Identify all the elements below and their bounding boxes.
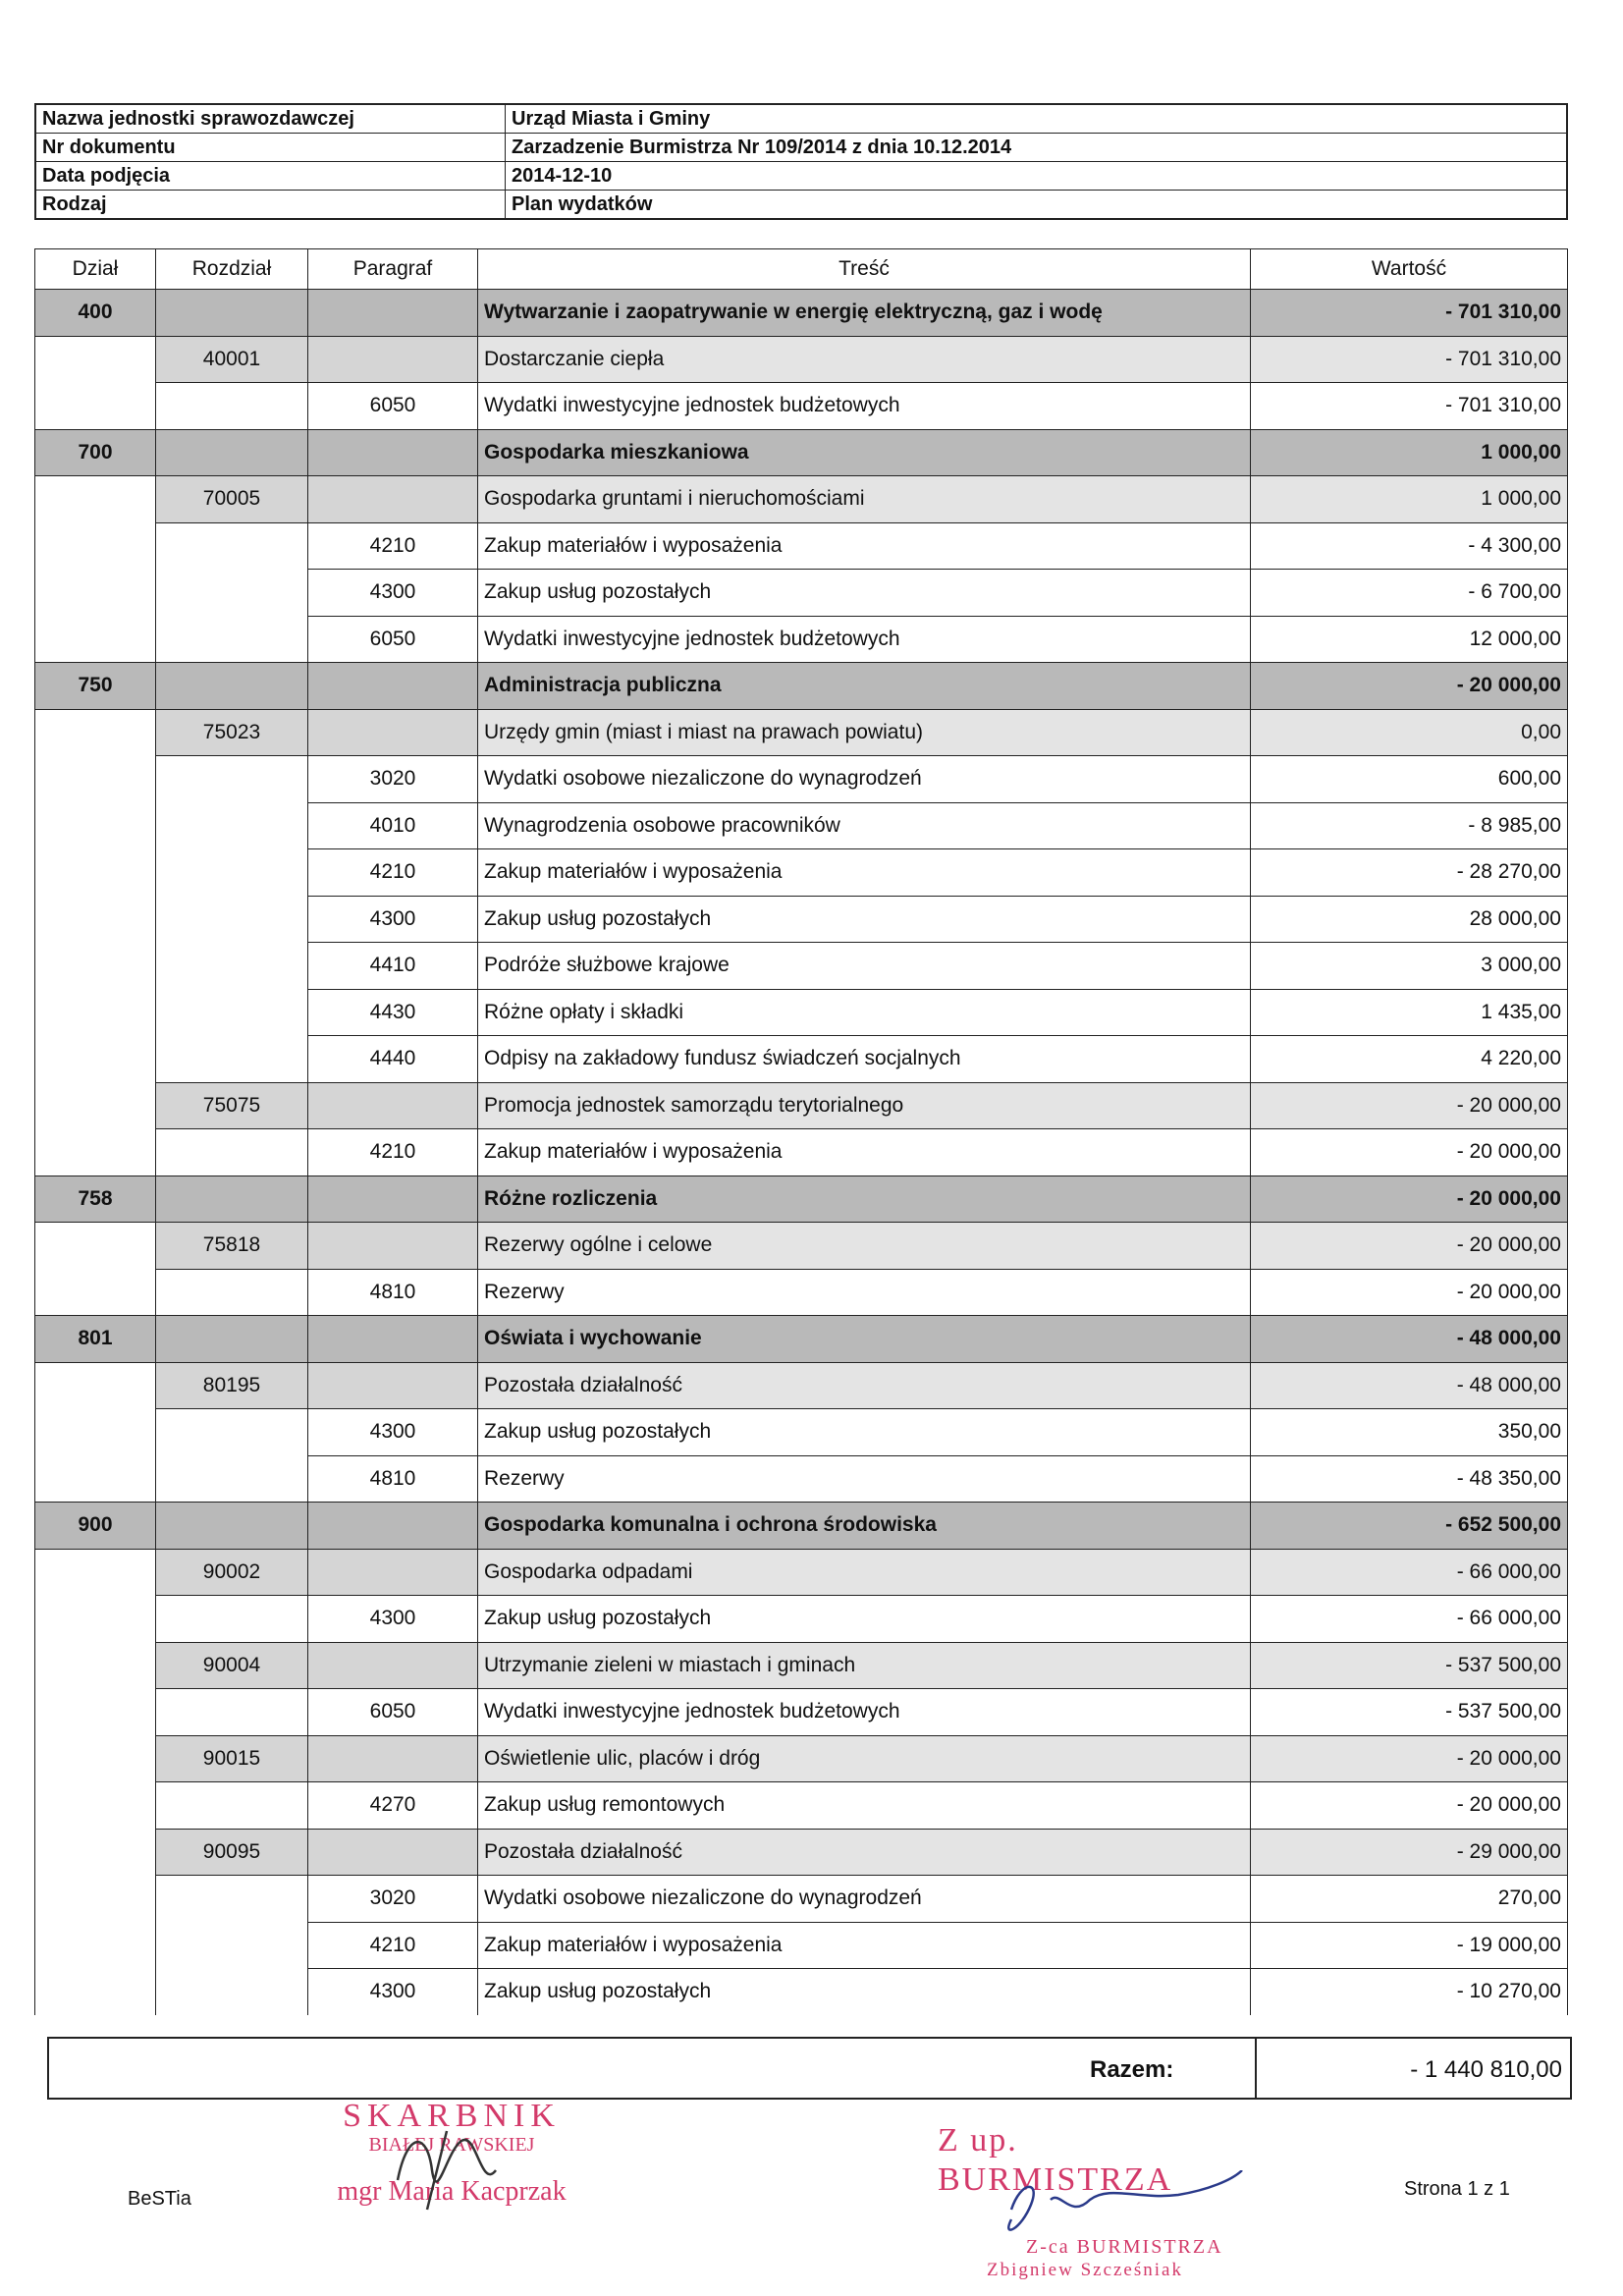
item-description: Zakup usług pozostałych (478, 1969, 1251, 2015)
footer-page-number: Strona 1 z 1 (1404, 2178, 1510, 2200)
rozdzial-row (35, 1735, 1568, 1782)
empty-cell (308, 1642, 478, 1689)
item-description: Zakup usług pozostałych (478, 570, 1251, 617)
expenditure-table (34, 248, 1568, 2015)
paragraf-code: 6050 (308, 383, 478, 430)
empty-cell (156, 522, 308, 570)
header-row (35, 162, 1567, 191)
paragraf-row (35, 1455, 1568, 1503)
footer-software: BeSTia (128, 2188, 191, 2210)
item-description: Zakup materiałów i wyposażenia (478, 522, 1251, 570)
rozdzial-code: 90095 (156, 1829, 308, 1876)
paragraf-row (35, 570, 1568, 617)
paragraf-code: 4210 (308, 849, 478, 897)
item-description: Pozostała działalność (478, 1829, 1251, 1876)
item-description: Zakup materiałów i wyposażenia (478, 1129, 1251, 1176)
dzial-row (35, 429, 1568, 476)
paragraf-code: 4810 (308, 1269, 478, 1316)
empty-cell (156, 1409, 308, 1456)
item-value: - 48 000,00 (1251, 1316, 1568, 1363)
empty-cell (35, 1549, 156, 1596)
item-value: - 28 270,00 (1251, 849, 1568, 897)
item-value: 3 000,00 (1251, 943, 1568, 990)
rozdzial-code: 90015 (156, 1735, 308, 1782)
item-description: Gospodarka komunalna i ochrona środowiska (478, 1503, 1251, 1550)
item-value: - 29 000,00 (1251, 1829, 1568, 1876)
empty-cell (35, 1782, 156, 1830)
paragraf-code: 3020 (308, 1876, 478, 1923)
col-header-rozdzial: Rozdział (156, 249, 308, 290)
item-value: - 20 000,00 (1251, 1782, 1568, 1830)
total-value: - 1 440 810,00 (1410, 2056, 1562, 2083)
paragraf-row (35, 1969, 1568, 2015)
col-header-wartosc: Wartość (1251, 249, 1568, 290)
item-value: 12 000,00 (1251, 616, 1568, 663)
empty-cell (35, 336, 156, 383)
paragraf-code: 6050 (308, 616, 478, 663)
total-label: Razem: (1090, 2056, 1174, 2083)
item-description: Wytwarzanie i zaopatrywanie w energię elektryczną, gaz i wodę (478, 290, 1251, 337)
paragraf-row (35, 522, 1568, 570)
item-description: Zakup usług pozostałych (478, 1409, 1251, 1456)
col-header-tresc: Treść (478, 249, 1251, 290)
empty-cell (35, 522, 156, 570)
item-value: - 701 310,00 (1251, 290, 1568, 337)
empty-cell (35, 1455, 156, 1503)
item-description: Rezerwy ogólne i celowe (478, 1223, 1251, 1270)
rozdzial-row (35, 476, 1568, 523)
item-description: Urzędy gmin (miast i miast na prawach powiatu) (478, 709, 1251, 756)
item-description: Gospodarka odpadami (478, 1549, 1251, 1596)
paragraf-row (35, 1129, 1568, 1176)
paragraf-code: 4210 (308, 1922, 478, 1969)
item-description: Zakup usług pozostałych (478, 896, 1251, 943)
empty-cell (156, 896, 308, 943)
paragraf-row (35, 1596, 1568, 1643)
item-value: - 20 000,00 (1251, 1129, 1568, 1176)
empty-cell (35, 1922, 156, 1969)
empty-cell (308, 1362, 478, 1409)
paragraf-row (35, 1036, 1568, 1083)
paragraf-row (35, 943, 1568, 990)
item-value: - 19 000,00 (1251, 1922, 1568, 1969)
item-value: - 20 000,00 (1251, 1269, 1568, 1316)
treasurer-signature (388, 2111, 515, 2219)
empty-cell (35, 1223, 156, 1270)
item-description: Utrzymanie zieleni w miastach i gminach (478, 1642, 1251, 1689)
item-description: Różne rozliczenia (478, 1175, 1251, 1223)
item-description: Podróże służbowe krajowe (478, 943, 1251, 990)
treasurer-stamp-name: mgr Maria Kacprzak (337, 2176, 567, 2207)
paragraf-row (35, 1922, 1568, 1969)
item-value: - 20 000,00 (1251, 663, 1568, 710)
item-value: 0,00 (1251, 709, 1568, 756)
item-description: Rezerwy (478, 1269, 1251, 1316)
item-value: 350,00 (1251, 1409, 1568, 1456)
rozdzial-code: 75818 (156, 1223, 308, 1270)
item-value: - 537 500,00 (1251, 1642, 1568, 1689)
item-description: Rezerwy (478, 1455, 1251, 1503)
item-value: - 20 000,00 (1251, 1082, 1568, 1129)
empty-cell (156, 756, 308, 803)
paragraf-code: 4430 (308, 989, 478, 1036)
empty-cell (35, 1876, 156, 1923)
empty-cell (156, 1782, 308, 1830)
paragraf-row (35, 383, 1568, 430)
empty-cell (35, 1735, 156, 1782)
item-value: 1 000,00 (1251, 429, 1568, 476)
empty-cell (35, 476, 156, 523)
empty-cell (35, 802, 156, 849)
empty-cell (156, 429, 308, 476)
empty-cell (35, 1969, 156, 2015)
header-label: Nr dokumentu (35, 134, 506, 162)
empty-cell (156, 1922, 308, 1969)
paragraf-row (35, 1269, 1568, 1316)
paragraf-code: 6050 (308, 1689, 478, 1736)
item-description: Zakup usług pozostałych (478, 1596, 1251, 1643)
paragraf-code: 4410 (308, 943, 478, 990)
total-row (47, 2037, 1572, 2100)
empty-cell (35, 1036, 156, 1083)
table-header-row (35, 249, 1568, 290)
empty-cell (156, 663, 308, 710)
item-value: 270,00 (1251, 1876, 1568, 1923)
empty-cell (35, 1409, 156, 1456)
item-value: - 48 000,00 (1251, 1362, 1568, 1409)
empty-cell (35, 1642, 156, 1689)
item-value: - 66 000,00 (1251, 1549, 1568, 1596)
paragraf-row (35, 896, 1568, 943)
item-description: Wynagrodzenia osobowe pracowników (478, 802, 1251, 849)
paragraf-code: 4810 (308, 1455, 478, 1503)
empty-cell (308, 290, 478, 337)
paragraf-code: 4210 (308, 1129, 478, 1176)
empty-cell (308, 1223, 478, 1270)
empty-cell (308, 1175, 478, 1223)
document-header (34, 103, 1568, 220)
empty-cell (308, 1316, 478, 1363)
item-value: - 20 000,00 (1251, 1735, 1568, 1782)
item-description: Wydatki inwestycyjne jednostek budżetowych (478, 616, 1251, 663)
header-row (35, 191, 1567, 220)
empty-cell (156, 989, 308, 1036)
paragraf-row (35, 616, 1568, 663)
rozdzial-code: 40001 (156, 336, 308, 383)
empty-cell (35, 1082, 156, 1129)
dzial-row (35, 1175, 1568, 1223)
empty-cell (156, 1689, 308, 1736)
empty-cell (35, 1362, 156, 1409)
item-description: Administracja publiczna (478, 663, 1251, 710)
item-description: Zakup materiałów i wyposażenia (478, 1922, 1251, 1969)
item-description: Promocja jednostek samorządu terytorialnego (478, 1082, 1251, 1129)
paragraf-code: 4440 (308, 1036, 478, 1083)
empty-cell (156, 849, 308, 897)
rozdzial-row (35, 1642, 1568, 1689)
paragraf-row (35, 1689, 1568, 1736)
empty-cell (308, 1503, 478, 1550)
empty-cell (35, 709, 156, 756)
item-value: - 8 985,00 (1251, 802, 1568, 849)
item-description: Gospodarka gruntami i nieruchomościami (478, 476, 1251, 523)
empty-cell (308, 1549, 478, 1596)
dzial-code: 750 (35, 663, 156, 710)
empty-cell (156, 802, 308, 849)
treasurer-stamp-title: SKARBNIK (343, 2098, 561, 2134)
empty-cell (156, 616, 308, 663)
paragraf-code: 4300 (308, 1409, 478, 1456)
item-description: Gospodarka mieszkaniowa (478, 429, 1251, 476)
item-value: - 652 500,00 (1251, 1503, 1568, 1550)
item-value: - 20 000,00 (1251, 1223, 1568, 1270)
rozdzial-row (35, 1549, 1568, 1596)
header-value: Zarzadzenie Burmistrza Nr 109/2014 z dnia 10.12.2014 (506, 134, 1568, 162)
header-value: Plan wydatków (506, 191, 1568, 220)
paragraf-row (35, 849, 1568, 897)
rozdzial-code: 75075 (156, 1082, 308, 1129)
dzial-code: 900 (35, 1503, 156, 1550)
header-label: Rodzaj (35, 191, 506, 220)
rozdzial-code: 80195 (156, 1362, 308, 1409)
item-value: - 701 310,00 (1251, 336, 1568, 383)
empty-cell (156, 1503, 308, 1550)
empty-cell (156, 1876, 308, 1923)
paragraf-row (35, 1782, 1568, 1830)
paragraf-code: 4270 (308, 1782, 478, 1830)
dzial-code: 758 (35, 1175, 156, 1223)
item-value: - 48 350,00 (1251, 1455, 1568, 1503)
item-value: 600,00 (1251, 756, 1568, 803)
paragraf-code: 4010 (308, 802, 478, 849)
header-value: 2014-12-10 (506, 162, 1568, 191)
empty-cell (35, 1269, 156, 1316)
paragraf-row (35, 802, 1568, 849)
empty-cell (35, 570, 156, 617)
item-description: Wydatki inwestycyjne jednostek budżetowych (478, 383, 1251, 430)
dzial-row (35, 290, 1568, 337)
mayor-signature (982, 2170, 1257, 2249)
empty-cell (156, 1036, 308, 1083)
rozdzial-code: 75023 (156, 709, 308, 756)
dzial-row (35, 1316, 1568, 1363)
item-description: Zakup usług remontowych (478, 1782, 1251, 1830)
item-value: 28 000,00 (1251, 896, 1568, 943)
item-value: 4 220,00 (1251, 1036, 1568, 1083)
paragraf-code: 4300 (308, 1969, 478, 2015)
item-value: - 537 500,00 (1251, 1689, 1568, 1736)
empty-cell (35, 896, 156, 943)
col-header-paragraf: Paragraf (308, 249, 478, 290)
mayor-stamp-name: Zbigniew Szcześniak (987, 2260, 1183, 2280)
header-label: Nazwa jednostki sprawozdawczej (35, 104, 506, 134)
treasurer-stamp-town: BIAŁEJ RAWSKIEJ (368, 2134, 535, 2156)
empty-cell (35, 1596, 156, 1643)
item-value: 1 435,00 (1251, 989, 1568, 1036)
header-label: Data podjęcia (35, 162, 506, 191)
item-description: Różne opłaty i składki (478, 989, 1251, 1036)
item-description: Wydatki osobowe niezaliczone do wynagrodzeń (478, 1876, 1251, 1923)
mayor-stamp-role: Z-ca BURMISTRZA (1026, 2236, 1223, 2258)
item-value: 1 000,00 (1251, 476, 1568, 523)
item-description: Oświata i wychowanie (478, 1316, 1251, 1363)
empty-cell (35, 1829, 156, 1876)
dzial-code: 700 (35, 429, 156, 476)
paragraf-code: 4300 (308, 1596, 478, 1643)
paragraf-row (35, 1409, 1568, 1456)
empty-cell (35, 943, 156, 990)
empty-cell (35, 989, 156, 1036)
empty-cell (156, 290, 308, 337)
empty-cell (35, 1689, 156, 1736)
empty-cell (156, 943, 308, 990)
rozdzial-code: 90004 (156, 1642, 308, 1689)
item-value: - 4 300,00 (1251, 522, 1568, 570)
empty-cell (308, 1735, 478, 1782)
paragraf-code: 4300 (308, 896, 478, 943)
empty-cell (156, 1129, 308, 1176)
empty-cell (156, 1596, 308, 1643)
item-description: Wydatki inwestycyjne jednostek budżetowych (478, 1689, 1251, 1736)
item-description: Oświetlenie ulic, placów i dróg (478, 1735, 1251, 1782)
empty-cell (156, 1269, 308, 1316)
empty-cell (308, 1082, 478, 1129)
empty-cell (308, 336, 478, 383)
dzial-code: 400 (35, 290, 156, 337)
item-value: - 66 000,00 (1251, 1596, 1568, 1643)
header-row (35, 104, 1567, 134)
rozdzial-row (35, 1829, 1568, 1876)
empty-cell (156, 1175, 308, 1223)
empty-cell (156, 1455, 308, 1503)
empty-cell (35, 849, 156, 897)
item-value: - 20 000,00 (1251, 1175, 1568, 1223)
empty-cell (308, 1829, 478, 1876)
header-value: Urząd Miasta i Gminy (506, 104, 1568, 134)
empty-cell (156, 1316, 308, 1363)
header-row (35, 134, 1567, 162)
item-value: - 10 270,00 (1251, 1969, 1568, 2015)
item-value: - 6 700,00 (1251, 570, 1568, 617)
empty-cell (156, 1969, 308, 2015)
paragraf-code: 4210 (308, 522, 478, 570)
paragraf-row (35, 1876, 1568, 1923)
item-description: Odpisy na zakładowy fundusz świadczeń socjalnych (478, 1036, 1251, 1083)
col-header-dzial: Dział (35, 249, 156, 290)
paragraf-code: 3020 (308, 756, 478, 803)
paragraf-code: 4300 (308, 570, 478, 617)
dzial-row (35, 663, 1568, 710)
empty-cell (308, 476, 478, 523)
rozdzial-row (35, 336, 1568, 383)
item-description: Dostarczanie ciepła (478, 336, 1251, 383)
item-description: Wydatki osobowe niezaliczone do wynagrodzeń (478, 756, 1251, 803)
empty-cell (156, 383, 308, 430)
empty-cell (35, 756, 156, 803)
total-divider (1255, 2039, 1257, 2098)
dzial-code: 801 (35, 1316, 156, 1363)
rozdzial-row (35, 1223, 1568, 1270)
rozdzial-row (35, 709, 1568, 756)
empty-cell (308, 709, 478, 756)
item-description: Zakup materiałów i wyposażenia (478, 849, 1251, 897)
rozdzial-row (35, 1082, 1568, 1129)
empty-cell (35, 616, 156, 663)
item-value: - 701 310,00 (1251, 383, 1568, 430)
rozdzial-code: 70005 (156, 476, 308, 523)
mayor-stamp-title: Z up. BURMISTRZA (938, 2122, 1173, 2198)
paragraf-row (35, 989, 1568, 1036)
rozdzial-row (35, 1362, 1568, 1409)
dzial-row (35, 1503, 1568, 1550)
item-description: Pozostała działalność (478, 1362, 1251, 1409)
rozdzial-code: 90002 (156, 1549, 308, 1596)
paragraf-row (35, 756, 1568, 803)
empty-cell (35, 383, 156, 430)
empty-cell (156, 570, 308, 617)
empty-cell (308, 429, 478, 476)
empty-cell (308, 663, 478, 710)
empty-cell (35, 1129, 156, 1176)
